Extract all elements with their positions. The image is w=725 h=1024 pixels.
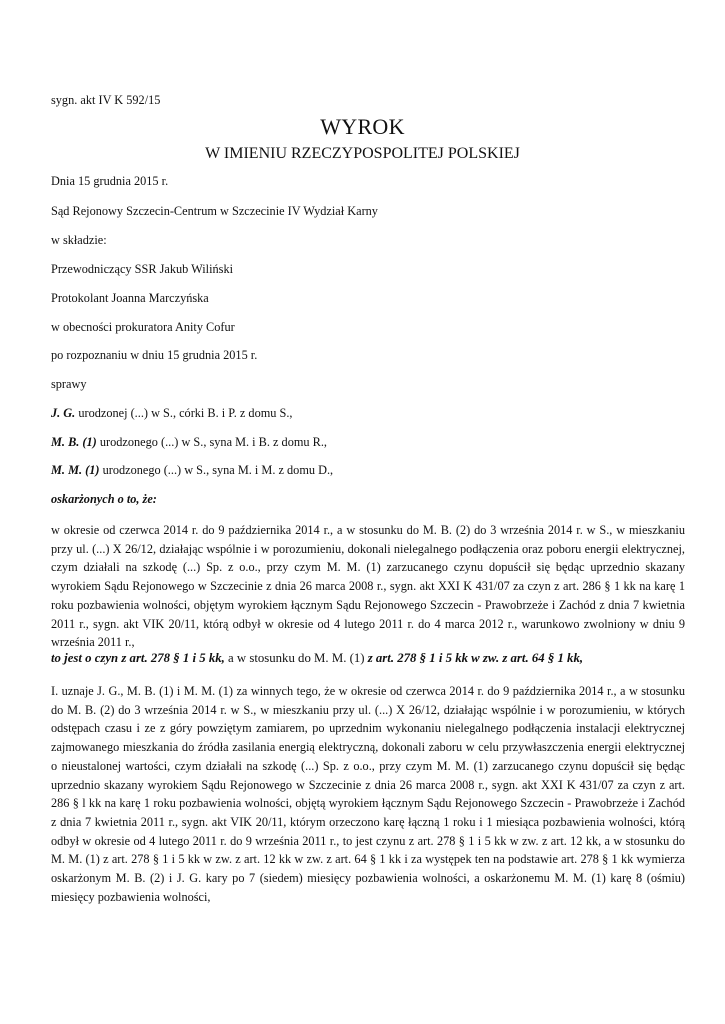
qualification-line (51, 651, 583, 666)
defendant-1-name: J. G. (51, 406, 76, 420)
accused-label: oskarżonych o to, że: (51, 492, 157, 506)
defendant-2 (51, 435, 327, 450)
court-clerk: Protokolant Joanna Marczyńska (51, 291, 209, 305)
defendant-2-details: urodzonego (...) w S., syna M. i B. z domu R., (96, 435, 327, 449)
defendant-2-name: M. B. (1) (51, 435, 97, 449)
composition-label: w składzie: (51, 233, 107, 247)
defendant-3-name: M. M. (1) (51, 463, 100, 477)
case-number: sygn. akt IV K 592/15 (51, 93, 161, 107)
prosecutor-line: w obecności prokuratora Anity Cofur (51, 320, 235, 334)
charge-paragraph: w okresie od czerwca 2014 r. do 9 października 2014 r., a w stosunku do M. B. (2) do 3 września 2014 r. w S., w mieszkaniu przy ul. (...) X 26/12, działając wspólnie i w porozumieniu, dokonali nielegalnego podłączenia oraz poboru energii elektrycznej, czym działali na szkodę (...) Sp. z o.o., przy czym M. M. (1) zarzucanego czynu dopuścił się będąc uprzednio skazany wyrokiem Sądu Rejonowego w Szczecinie z dnia 26 marca 2008 r., sygn. akt XXI K 431/07 za czyn z art. 286 § 1 kk na karę 1 roku pozbawienia wolności, objętym wyrokiem łącznym Sądu Rejonowego Szczecin - Prawobrzeże i Zachód z dnia 7 kwietnia 2011 r., sygn. akt VIK 20/11, którą odbył w okresie od 4 lutego 2011 r. do 4 marca 2012 r., warunkowo zwolniony w dniu 9 września 2011 r., (51, 523, 685, 650)
court-name: Sąd Rejonowy Szczecin-Centrum w Szczecinie IV Wydział Karny (51, 204, 378, 218)
document-subtitle: W IMIENIU RZECZYPOSPOLITEJ POLSKIEJ (205, 145, 520, 162)
defendant-1-details: urodzonej (...) w S., córki B. i P. z domu S., (75, 406, 293, 420)
defendant-1 (51, 406, 293, 421)
qualification-part-1: to jest o czyn z art. 278 § 1 i 5 kk, (51, 651, 225, 665)
document-title: WYROK (320, 114, 405, 139)
date-line: Dnia 15 grudnia 2015 r. (51, 174, 169, 188)
defendant-3 (51, 463, 333, 478)
qualification-part-2: a w stosunku do M. M. (1) (224, 651, 368, 665)
case-label: sprawy (51, 377, 87, 391)
qualification-part-3: z art. 278 § 1 i 5 kk w zw. z art. 64 § 1 kk, (367, 651, 584, 665)
defendant-3-details: urodzonego (...) w S., syna M. i M. z domu D., (99, 463, 334, 477)
hearing-line: po rozpoznaniu w dniu 15 grudnia 2015 r. (51, 348, 258, 362)
verdict-paragraph: I. uznaje J. G., M. B. (1) i M. M. (1) za winnych tego, że w okresie od czerwca 2014 r. do 9 października 2014 r., a w stosunku do M. B. (2) do 3 września 2014 r. w S., w mieszkaniu przy ul. (...) X 26/12, działając wspólnie i w porozumieniu, w których odstępach czasu i ze z góry powziętym zamiarem, po uprzednim wykonaniu nielegalnego podłączenia instalacji elektrycznej zajmowanego mieszkania do źródła zasilania energią elektryczną, dokonali zaboru w celu przywłaszczenia energii elektrycznej o nieustalonej wartości, czym działali na szkodę (...) Sp. z o.o., przy czym M. M. (1) zarzucanego czynu dopuścił się będąc uprzednio skazany wyrokiem Sądu Rejonowego w Szczecinie z dnia 26 marca 2008 r., sygn. akt XXI K 431/07 za czyn z art. 286 § l kk na karę 1 roku pozbawienia wolności, objętą wyrokiem łącznym Sądu Rejonowego Szczecin - Prawobrzeże i Zachód z dnia 7 kwietnia 2011 r., sygn. akt VIK 20/11, którym orzeczono karę łączną 1 roku i 1 miesiąca pozbawienia wolności, którą odbył w okresie od 4 lutego 2011 r. do 9 września 2011 r., to jest czynu z art. 278 § 1 i 5 kk w zw. z art. 12 kk, a w stosunku do M. M. (1) z art. 278 § 1 i 5 kk w zw. z art. 12 kk w zw. z art. 64 § 1 kk i za występek ten na podstawie art. 278 § 1 kk wymierza oskarżonym M. B. (2) i J. G. kary po 7 (siedem) miesięcy pozbawienia wolności, a oskarżonemu M. M. (1) karę 8 (ośmiu) miesięcy pozbawienia wolności, (51, 684, 685, 904)
presiding-judge: Przewodniczący SSR Jakub Wiliński (51, 262, 234, 276)
